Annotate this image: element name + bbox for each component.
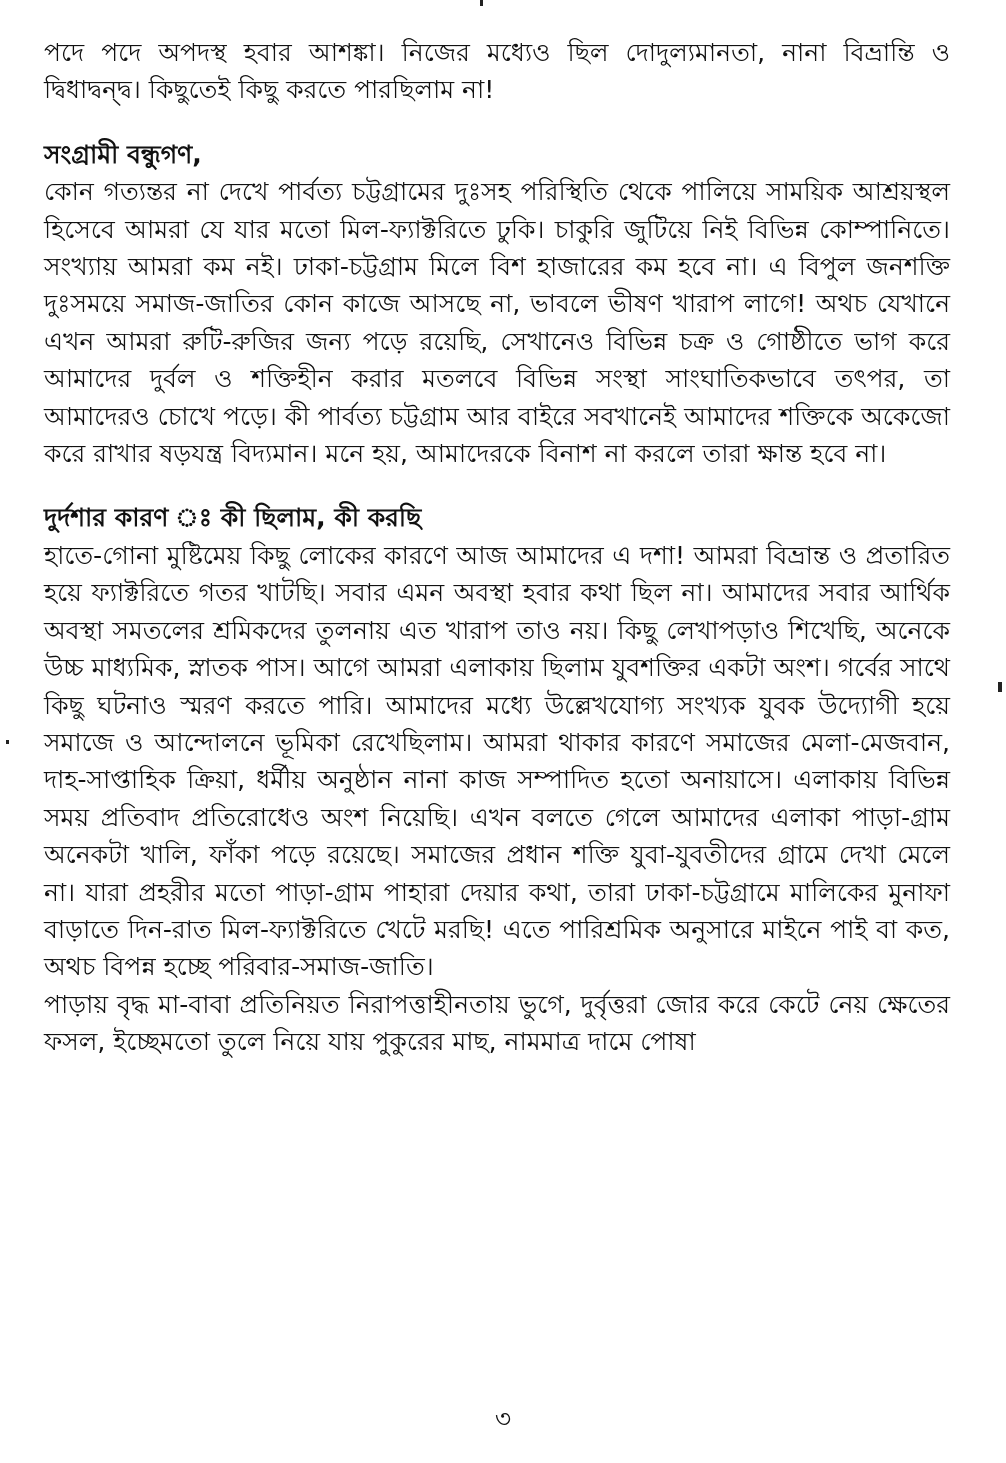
section-heading-2: দুর্দশার কারণ ঃ কী ছিলাম, কী করছি — [44, 503, 422, 533]
section-gap — [44, 109, 950, 136]
page-number: ৩ — [494, 1404, 512, 1433]
section-gap — [44, 472, 950, 499]
section-heading-1: সংগ্রামী বন্ধুগণ, — [44, 139, 202, 169]
paragraph-2: কোন গত্যন্তর না দেখে পার্বত্য চট্টগ্রামের দুঃসহ পরিস্থিতি থেকে পালিয়ে সাময়িক আশ্রয়স্থল হিসেবে আমরা যে যার মতো মিল-ফ্যাক্টরিতে ঢুকি। চাকুরি জুটিয়ে নিই বিভিন্ন কোম্পানিতে। সংখ্যায় আমরা কম নই। ঢাকা-চট্টগ্রাম মিলে বিশ হাজারের কম হবে না। এ বিপুল জনশক্তি দুঃসময়ে সমাজ-জাতির কোন কাজে আসছে না, ভাবলে ভীষণ খারাপ লাগে! অথচ যেখানে এখন আমরা রুটি-রুজির জন্য পড়ে রয়েছি, সেখানেও বিভিন্ন চক্র ও গোষ্ঠীতে ভাগ করে আমাদের দুর্বল ও শক্তিহীন করার মতলবে বিভিন্ন সংস্থা সাংঘাতিকভাবে তৎপর, তা আমাদেরও চোখে পড়ে। কী পার্বত্য চট্টগ্রাম আর বাইরে সবখানেই আমাদের শক্তিকে অকেজো করে রাখার ষড়যন্ত্র বিদ্যমান। মনে হয়, আমাদেরকে বিনাশ না করলে তারা ক্ষান্ত হবে না। — [44, 177, 950, 469]
paragraph-4: পাড়ায় বৃদ্ধ মা-বাবা প্রতিনিয়ত নিরাপত্তাহীনতায় ভুগে, দুর্বৃত্তরা জোর করে কেটে নেয় ক্ষেতের ফসল, ইচ্ছেমতো তুলে নিয়ে যায় পুকুরের মাছ, নামমাত্র দামে পোষা — [44, 989, 950, 1057]
scan-speck — [6, 740, 9, 744]
scan-speck — [480, 0, 483, 6]
paragraph-3: হাতে-গোনা মুষ্টিমেয় কিছু লোকের কারণে আজ আমাদের এ দশা! আমরা বিভ্রান্ত ও প্রতারিত হয়ে ফ্যাক্টরিতে গতর খাটছি। সবার এমন অবস্থা হবার কথা ছিল না। আমাদের সবার আর্থিক অবস্থা সমতলের শ্রমিকদের তুলনায় এত খারাপ তাও নয়। কিছু লেখাপড়াও শিখেছি, অনেকে উচ্চ মাধ্যমিক, স্নাতক পাস। আগে আমরা এলাকায় ছিলাম যুবশক্তির একটা অংশ। গর্বের সাথে কিছু ঘটনাও স্মরণ করতে পারি। আমাদের মধ্যে উল্লেখযোগ্য সংখ্যক যুবক উদ্যোগী হয়ে সমাজে ও আন্দোলনে ভূমিকা রেখেছিলাম। আমরা থাকার কারণে সমাজের মেলা-মেজবান, দাহ-সাপ্তাহিক ক্রিয়া, ধর্মীয় অনুষ্ঠান নানা কাজ সম্পাদিত হতো অনায়াসে। এলাকায় বিভিন্ন সময় প্রতিবাদ প্রতিরোধেও অংশ নিয়েছি। এখন বলতে গেলে আমাদের এলাকা পাড়া-গ্রাম অনেকটা খালি, ফাঁকা পড়ে রয়েছে। সমাজের প্রধান শক্তি যুবা-যুবতীদের গ্রামে দেখা মেলে না। যারা প্রহরীর মতো পাড়া-গ্রাম পাহারা দেয়ার কথা, তারা ঢাকা-চট্টগ্রামে মালিকের মুনাফা বাড়াতে দিন-রাত মিল-ফ্যাক্টরিতে খেটে মরছি! এতে পারিশ্রমিক অনুসারে মাইনে পাই বা কত, অথচ বিপন্ন হচ্ছে পরিবার-সমাজ-জাতি। — [44, 540, 950, 982]
scan-speck — [998, 682, 1002, 692]
page-body — [44, 34, 950, 1061]
paragraph-1: পদে পদে অপদস্থ হবার আশঙ্কা। নিজের মধ্যেও ছিল দোদুল্যমানতা, নানা বিভ্রান্তি ও দ্বিধাদ্বন্দ্ব। কিছুতেই কিছু করতে পারছিলাম না! — [44, 38, 950, 105]
